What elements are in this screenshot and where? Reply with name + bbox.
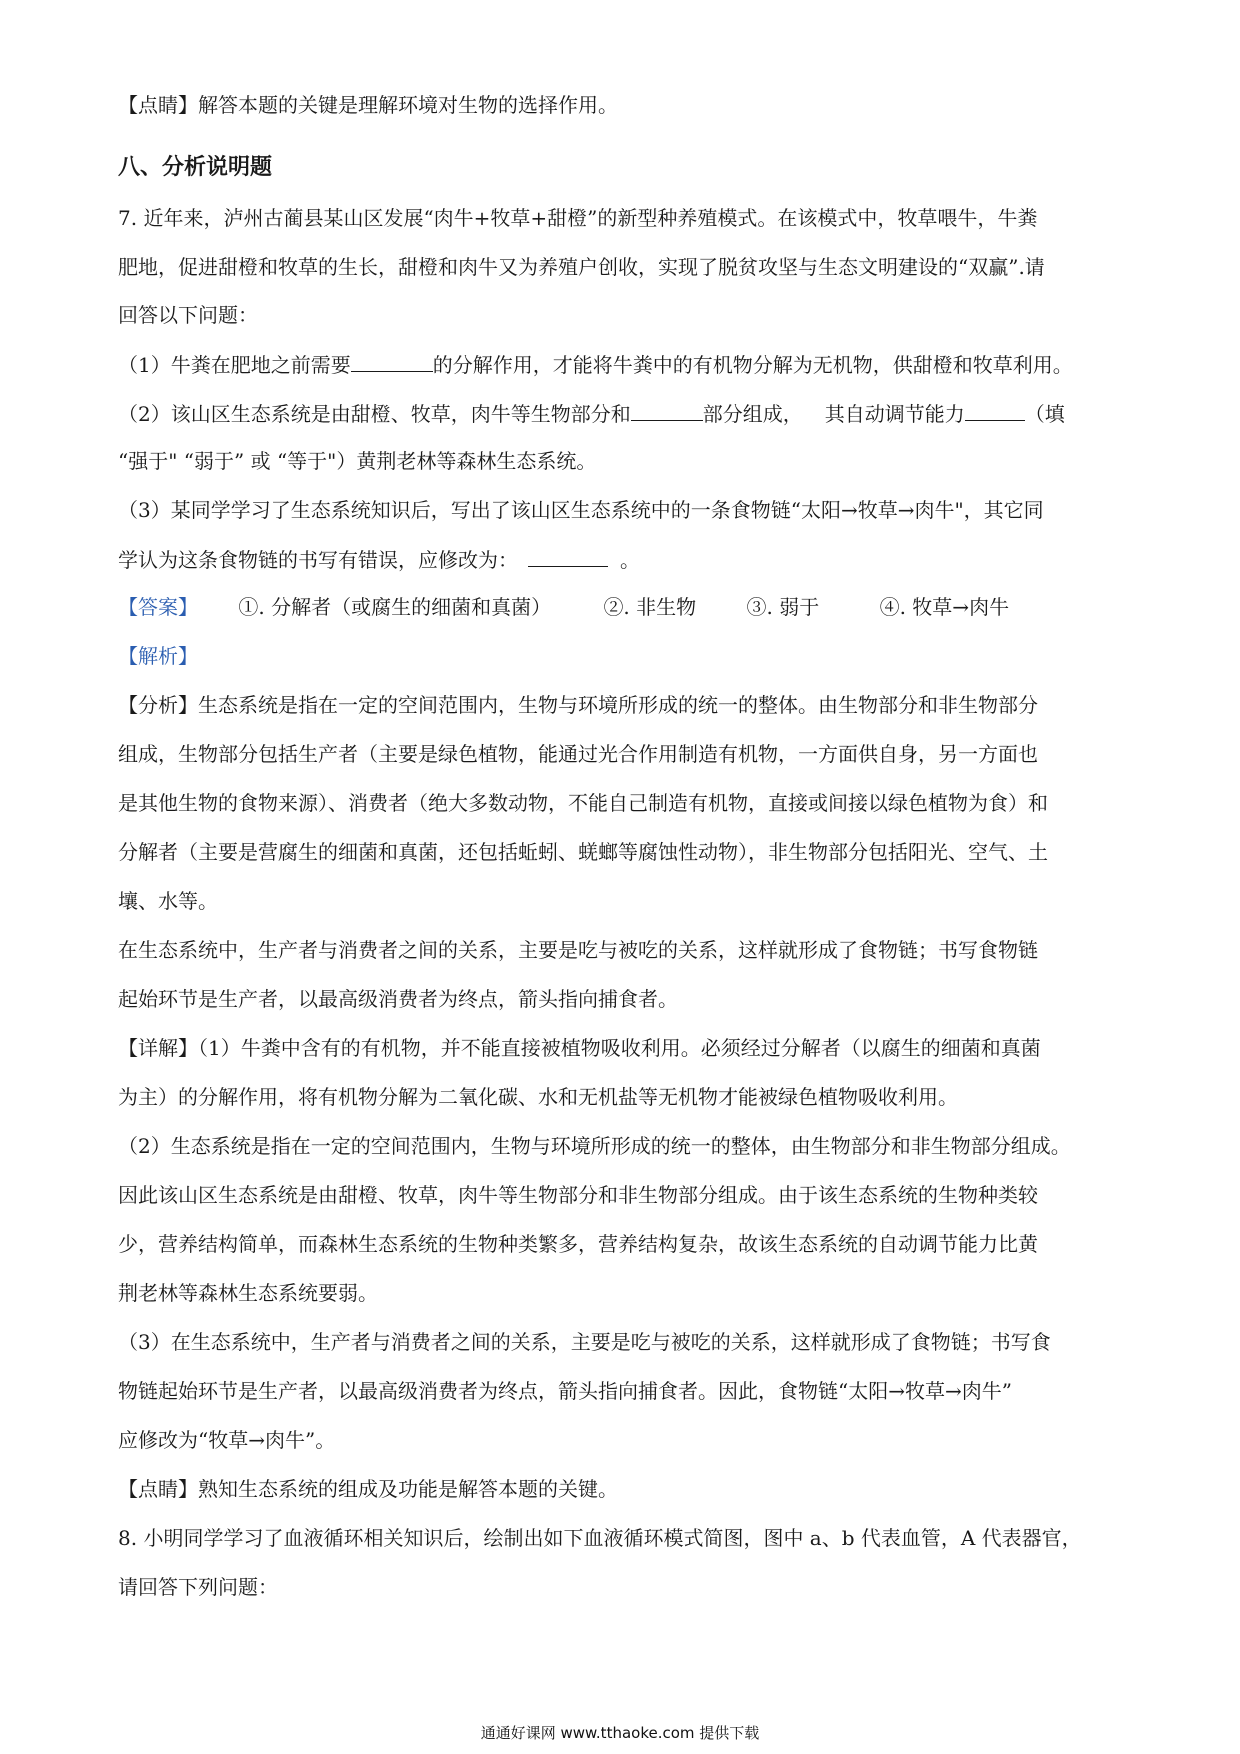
xiangjie-line-5: 少，营养结构简单，而森林生态系统的生物种类繁多，营养结构复杂，故该生态系统的自动调节能力比黄 xyxy=(118,1232,1038,1256)
xiangjie-line-2: 为主）的分解作用，将有机物分解为二氧化碳、水和无机盐等无机物才能被绿色植物吸收利用。 xyxy=(118,1085,958,1109)
q7-sub3-text-b: 。 xyxy=(620,548,640,572)
q7-sub2-cont: “强于" “弱于” 或 “等于"）黄荆老林等森林生态系统。 xyxy=(118,449,597,473)
fenxi-line-1 xyxy=(118,692,1128,718)
xiangjie-line-4: 因此该山区生态系统是由甜橙、牧草，肉牛等生物部分和非生物部分组成。由于该生态系统的生物种类较 xyxy=(118,1183,1038,1207)
xiangjie-line-8: 物链起始环节是生产者，以最高级消费者为终点，箭头指向捕食者。因此，食物链“太阳→牧草→肉牛” xyxy=(118,1379,1012,1403)
section-title: 八、分析说明题 xyxy=(118,155,273,180)
xiangjie-line-1 xyxy=(118,1035,1128,1061)
xiangjie-text-1: （1）牛粪中含有的有机物，并不能直接被植物吸收利用。必须经过分解者（以腐生的细菌和真菌 xyxy=(198,1036,1041,1060)
q7-sub2-text-d: （填 xyxy=(1024,402,1065,426)
analysis-tag: 【解析】 xyxy=(118,644,198,668)
q7-sub3: （3）某同学学习了生态系统知识后，写出了该山区生态系统中的一条食物链“太阳→牧草→肉牛"，其它同 xyxy=(118,498,1044,522)
q7-tip-text: 熟知生态系统的组成及功能是解答本题的关键。 xyxy=(198,1477,618,1501)
chain-line-2: 起始环节是生产者，以最高级消费者为终点，箭头指向捕食者。 xyxy=(118,987,678,1011)
tip-text: 解答本题的关键是理解环境对生物的选择作用。 xyxy=(198,93,618,117)
q7-stem-line-3: 回答以下问题： xyxy=(118,303,258,327)
q7-sub2-text-a: （2）该山区生态系统是由甜橙、牧草，肉牛等生物部分和 xyxy=(118,402,631,426)
q7-sub2-text-b: 部分组成， xyxy=(702,402,803,426)
q7-sub1-text-a: （1）牛粪在肥地之前需要 xyxy=(118,353,351,377)
fenxi-line-5: 壤、水等。 xyxy=(118,889,218,913)
answer-tag: 【答案】 xyxy=(118,595,198,619)
q7-tip-tag: 【点睛】 xyxy=(118,1477,198,1501)
xiangjie-line-6: 荆老林等森林生态系统要弱。 xyxy=(118,1281,378,1305)
blank-1 xyxy=(351,351,433,372)
q7-sub2-text-c: 其自动调节能力 xyxy=(824,402,965,426)
chain-line-1: 在生态系统中，生产者与消费者之间的关系，主要是吃与被吃的关系，这样就形成了食物链；书写食物链 xyxy=(118,938,1038,962)
q8-line-2: 请回答下列问题： xyxy=(118,1575,278,1599)
page-footer: 通通好课网 www.tthaoke.com 提供下载 xyxy=(480,1724,760,1742)
xiangjie-line-7: （3）在生态系统中，生产者与消费者之间的关系，主要是吃与被吃的关系，这样就形成了食物链；书写食 xyxy=(118,1330,1051,1354)
previous-tip xyxy=(118,92,1128,118)
q7-tip xyxy=(118,1476,1128,1502)
answer-1: ①. 分解者（或腐生的细菌和真菌） xyxy=(238,595,552,619)
xiangjie-line-3: （2）生态系统是指在一定的空间范围内，生物与环境所形成的统一的整体，由生物部分和非生物部分组成。 xyxy=(118,1134,1071,1158)
fenxi-text-1: 生态系统是指在一定的空间范围内，生物与环境所形成的统一的整体。由生物部分和非生物部分 xyxy=(198,693,1038,717)
blank-2 xyxy=(631,400,703,421)
q7-sub1-text-b: 的分解作用，才能将牛粪中的有机物分解为无机物，供甜橙和牧草利用。 xyxy=(432,353,1073,377)
answer-row xyxy=(118,594,1128,620)
blank-4 xyxy=(528,546,608,567)
q7-stem-line-1: 7. 近年来，泸州古蔺县某山区发展“肉牛+牧草+甜橙”的新型种养殖模式。在该模式中，牧草喂牛，牛粪 xyxy=(118,206,1038,230)
fenxi-line-2: 组成，生物部分包括生产者（主要是绿色植物，能通过光合作用制造有机物，一方面供自身，另一方面也 xyxy=(118,742,1038,766)
answer-2: ②. 非生物 xyxy=(603,595,697,619)
q7-sub2 xyxy=(118,400,1128,427)
fenxi-line-4: 分解者（主要是营腐生的细菌和真菌，还包括蚯蚓、蜣螂等腐蚀性动物），非生物部分包括阳光、空气、土 xyxy=(118,840,1048,864)
q7-sub1 xyxy=(118,351,1128,378)
q7-sub3-cont xyxy=(118,546,1128,573)
fenxi-tag: 【分析】 xyxy=(118,693,198,717)
q7-stem-line-2: 肥地，促进甜橙和牧草的生长，甜橙和肉牛又为养殖户创收，实现了脱贫攻坚与生态文明建设的“双赢”.请 xyxy=(118,255,1045,279)
xiangjie-tag: 【详解】 xyxy=(118,1036,198,1060)
q8-line-1: 8. 小明同学学习了血液循环相关知识后，绘制出如下血液循环模式简图，图中 a、b 代表血管，A 代表器官， xyxy=(118,1526,1082,1550)
q7-sub3-text-a: 学认为这条食物链的书写有错误，应修改为： xyxy=(118,548,518,572)
answer-3: ③. 弱于 xyxy=(746,595,820,619)
xiangjie-line-9: 应修改为“牧草→肉牛”。 xyxy=(118,1428,336,1452)
answer-4: ④. 牧草→肉牛 xyxy=(879,595,1010,619)
blank-3 xyxy=(965,400,1025,421)
tip-tag: 【点睛】 xyxy=(118,93,198,117)
fenxi-line-3: 是其他生物的食物来源）、消费者（绝大多数动物，不能自己制造有机物，直接或间接以绿色植物为食）和 xyxy=(118,791,1048,815)
